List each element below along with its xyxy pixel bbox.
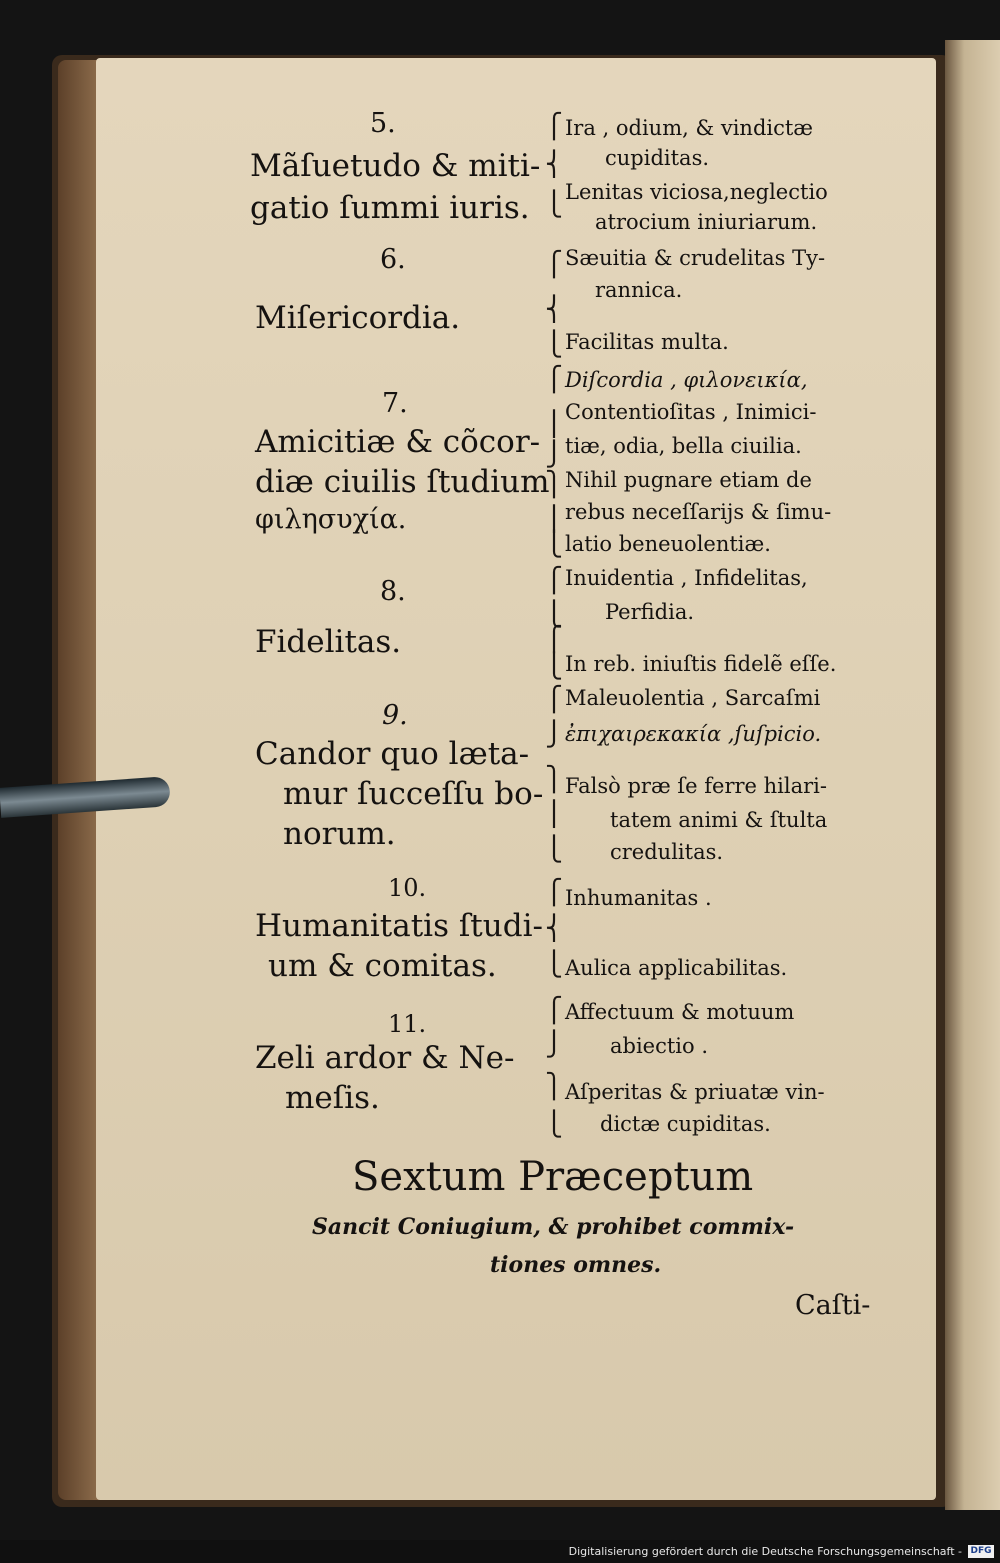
vice-line: ἐπιχαιρεκακία ,ſuſpicio.: [565, 722, 822, 746]
brace-glyph: ⎫: [545, 1072, 563, 1100]
brace-glyph: ⎫: [545, 765, 563, 793]
section-number: 9.: [382, 700, 408, 731]
brace-glyph: ⎧: [545, 365, 563, 393]
brace-glyph: ⎨: [545, 295, 563, 323]
vice-line: rannica.: [595, 278, 683, 302]
vice-line: Inuidentia , Infidelitas,: [565, 566, 808, 590]
virtue-line: mur ſucceſſu bo-: [283, 776, 544, 812]
vice-line: Lenitas viciosa,neglectio: [565, 180, 828, 204]
vice-line: Facilitas multa.: [565, 330, 729, 354]
brace-glyph: ⎪: [545, 800, 563, 828]
section-number: 11.: [388, 1010, 427, 1038]
vice-line: Perfidia.: [605, 600, 695, 624]
section-number: 5.: [370, 108, 396, 139]
vice-line: Aſperitas & priuatæ vin-: [565, 1080, 825, 1104]
brace-glyph: ⎩: [545, 652, 563, 680]
brace-glyph: ⎩: [545, 190, 563, 218]
vice-line: In reb. iniuſtis fidelẽ eſſe.: [565, 652, 837, 676]
brace-glyph: ⎧: [545, 625, 563, 653]
vice-line: Sæuitia & crudelitas Ty-: [565, 246, 826, 270]
virtue-line: Humanitatis ſtudi-: [255, 908, 543, 944]
vice-line: latio beneuolentiæ.: [565, 532, 771, 556]
vice-line: cupiditas.: [605, 146, 710, 170]
vice-line: Diſcordia , φιλονεικία,: [565, 368, 808, 392]
vice-line: Affectuum & motuum: [565, 1000, 795, 1024]
virtue-line: diæ ciuilis ſtudium: [255, 464, 550, 500]
brace-glyph: ⎧: [545, 996, 563, 1024]
brace-glyph: ⎧: [545, 250, 563, 278]
dfg-logo: DFG: [968, 1545, 994, 1558]
brace-glyph: ⎪: [545, 505, 563, 533]
vice-line: Aulica applicabilitas.: [565, 956, 788, 980]
brace-glyph: ⎧: [545, 112, 563, 140]
vice-line: tiæ, odia, bella ciuilia.: [565, 434, 802, 458]
brace-glyph: ⎩: [545, 330, 563, 358]
virtue-line: φιλησυχία.: [255, 504, 407, 535]
vice-line: Contentioſitas , Inimici-: [565, 400, 817, 424]
brace-glyph: ⎩: [545, 530, 563, 558]
chapter-subtitle: Sancit Coniugium, & prohibet commix-: [312, 1214, 795, 1240]
facing-page-edge: [945, 40, 1000, 1510]
brace-glyph: ⎪: [545, 410, 563, 438]
brace-glyph: ⎧: [545, 685, 563, 713]
vice-line: rebus neceſſarijs & ſimu-: [565, 500, 832, 524]
brace-glyph: ⎭: [545, 720, 563, 748]
brace-glyph: ⎭: [545, 440, 563, 468]
digitization-credit: Digitalisierung gefördert durch die Deutsche Forschungsgemeinschaft -: [0, 1540, 1000, 1563]
section-number: 10.: [388, 874, 427, 902]
vice-line: Nihil pugnare etiam de: [565, 468, 812, 492]
brace-glyph: ⎧: [545, 566, 563, 594]
brace-glyph: ⎩: [545, 950, 563, 978]
chapter-heading: Sextum Præceptum: [352, 1154, 754, 1200]
vice-line: Inhumanitas .: [565, 886, 712, 910]
vice-line: Maleuolentia , Sarcaſmi: [565, 686, 821, 710]
virtue-line: Miſericordia.: [255, 300, 461, 336]
brace-glyph: ⎭: [545, 1030, 563, 1058]
vice-line: Falsò præ ſe ferre hilari-: [565, 774, 827, 798]
vice-line: credulitas.: [610, 840, 724, 864]
section-number: 6.: [380, 244, 406, 275]
virtue-line: Amicitiæ & cõcor-: [255, 424, 541, 460]
brace-glyph: ⎩: [545, 600, 563, 628]
virtue-line: Zeli ardor & Ne-: [255, 1040, 515, 1076]
chapter-subtitle: tiones omnes.: [490, 1252, 662, 1278]
virtue-line: Fidelitas.: [255, 624, 402, 660]
brace-glyph: ⎨: [545, 914, 563, 942]
vice-line: atrocium iniuriarum.: [595, 210, 818, 234]
virtue-line: Mãſuetudo & miti-: [250, 148, 541, 184]
brace-glyph: ⎨: [545, 150, 563, 178]
brace-glyph: ⎩: [545, 835, 563, 863]
virtue-line: meſis.: [285, 1080, 380, 1116]
vice-line: tatem animi & ſtulta: [610, 808, 828, 832]
brace-glyph: ⎫: [545, 470, 563, 498]
vice-line: abiectio .: [610, 1034, 709, 1058]
vice-line: dictæ cupiditas.: [600, 1112, 771, 1136]
virtue-line: um & comitas.: [268, 948, 497, 984]
vice-line: Ira , odium, & vindictæ: [565, 116, 814, 140]
catchword: Caſti-: [795, 1290, 871, 1321]
virtue-line: norum.: [283, 816, 396, 852]
section-number: 7.: [382, 388, 408, 419]
virtue-line: Candor quo læta-: [255, 736, 530, 772]
brace-glyph: ⎩: [545, 1110, 563, 1138]
brace-glyph: ⎧: [545, 878, 563, 906]
virtue-line: gatio ſummi iuris.: [250, 190, 530, 226]
section-number: 8.: [380, 576, 406, 607]
